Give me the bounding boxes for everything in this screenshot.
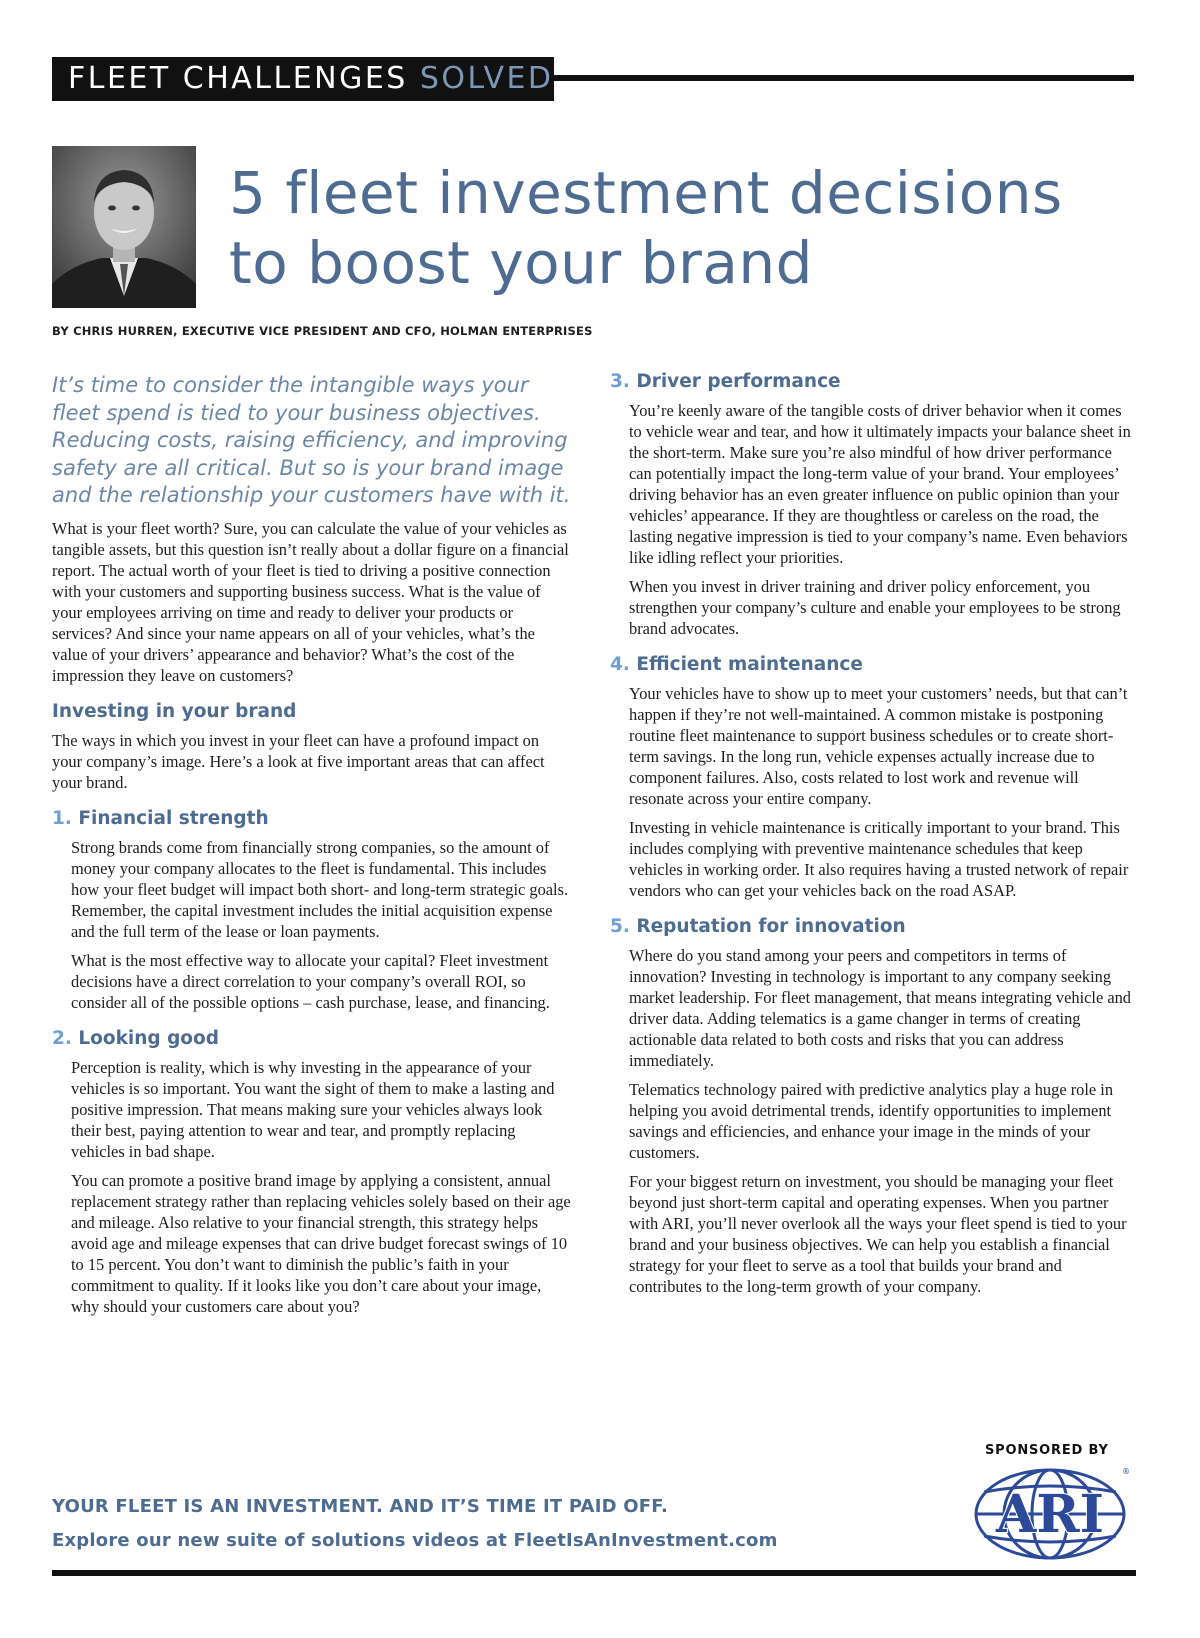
section-4-paragraph-2: Investing in vehicle maintenance is critically important to your brand. This includes complying with preventive maintenance schedules that keep vehicles in working order. It also requires having a trusted network of repair vendors who can get your vehicles back on the road ASAP. — [629, 818, 1129, 900]
section-5-paragraph-1: Where do you stand among your peers and competitors in terms of innovation? Investing in technology is important to any company seeking market leadership. For fleet management, that means integrating vehicle and driver data. Adding telematics is a game changer in terms of creating actionable data related to both costs and risks that you can address immediately. — [629, 946, 1132, 1070]
footer-tagline: YOUR FLEET IS AN INVESTMENT. AND IT’S TIME IT PAID OFF. — [52, 1496, 669, 1517]
section-heading-1 — [52, 807, 572, 831]
sponsored-by-label: SPONSORED BY — [985, 1443, 1109, 1458]
footer-rule — [52, 1570, 1136, 1576]
section-3-paragraph-1: You’re keenly aware of the tangible costs of driver behavior when it comes to vehicle wear and tear, and how it ultimately impacts your balance sheet in the short-term. Make sure you’re also mindful of how driver performance can potentially impact the long-term value of your brand. Your employees’ driving behavior has an even greater influence on public opinion than your vehicles’ appearance. If they are thoughtless or careless on the road, the lasting negative impression is tied to your company’s name. Even behaviors like idling reflect your priorities. — [629, 401, 1131, 567]
section-heading-4 — [610, 653, 1132, 677]
section-number: 3. — [610, 371, 630, 392]
footer-explore-link[interactable]: Explore our new suite of solutions videos at FleetIsAnInvestment.com — [52, 1530, 778, 1551]
title-line-1: 5 fleet investment decisions — [229, 159, 1063, 227]
section-heading-5 — [610, 915, 1132, 939]
section-5-paragraph-2: Telematics technology paired with predictive analytics play a huge role in helping you avoid detrimental trends, identify opportunities to implement savings and efficiencies, and enhance your image in the minds of your customers. — [629, 1080, 1114, 1162]
byline: BY CHRIS HURREN, EXECUTIVE VICE PRESIDENT AND CFO, HOLMAN ENTERPRISES — [52, 324, 593, 338]
section-1-paragraph-1: Strong brands come from financially strong companies, so the amount of money your company allocates to the fleet is fundamental. This includes how your fleet budget will impact both short- and long-term strategic goals. Remember, the capital investment includes the initial acquisition expense and the full term of the lease or loan payments. — [71, 837, 569, 941]
section-title: Reputation for innovation — [636, 916, 906, 937]
lead-paragraph: What is your fleet worth? Sure, you can calculate the value of your vehicles as tangible assets, but this question isn’t really about a dollar figure on a financial report. The actual worth of your fleet is tied to driving a positive connection with your customers and supporting business success. What is the value of your employees arriving on time and ready to deliver your products or services? And since your name appears on all of your vehicles, what’s the value of your drivers’ appearance and behavior? What’s the cost of the impression they leave on customers? — [52, 518, 569, 685]
section-title: Looking good — [78, 1027, 219, 1049]
page-title — [229, 158, 1179, 298]
section-4-paragraph-1: Your vehicles have to show up to meet your customers’ needs, but that can’t happen if they’re not well-maintained. A common mistake is postponing routine fleet maintenance to support business schedules or to create short-term savings. In the long run, vehicle expenses actually increase due to component failures. Also, costs related to lost work and revenue will resonate across your entire company. — [629, 684, 1128, 808]
banner-text: FLEET CHALLENGES — [68, 61, 420, 96]
section-heading-investing: Investing in your brand — [52, 700, 297, 722]
section-number: 2. — [52, 1027, 72, 1049]
section-5-paragraph-3: For your biggest return on investment, you should be managing your fleet beyond just short-term capital and operating expenses. When you partner with ARI, you’ll never overlook all the ways your fleet spend is tied to your brand and your business objectives. We can help you establish a financial strategy for your fleet to serve as a tool that builds your brand and contributes to the long-term growth of your company. — [629, 1172, 1127, 1296]
section-banner — [52, 57, 554, 101]
section-2-paragraph-2: You can promote a positive brand image by applying a consistent, annual replacement strategy rather than replacing vehicles solely based on their age and mileage. Also relative to your financial strength, this strategy helps avoid age and mileage expenses that can drive budget forecast swings of 10 to 15 percent. You don’t want to diminish the public’s faith in your commitment to quality. If it looks like you don’t care about your image, why should your customers care about you? — [71, 1170, 571, 1316]
svg-text:®: ® — [1122, 1467, 1130, 1476]
author-photo — [52, 146, 196, 308]
left-column — [52, 372, 572, 1325]
section-number: 4. — [610, 654, 630, 675]
logo-text: ARI — [996, 1484, 1104, 1545]
section-2-paragraph-1: Perception is reality, which is why investing in the appearance of your vehicles is so important. You want the sight of them to make a lasting and positive impression. That means making sure your vehicles always look their best, paying attention to wear and tear, and promptly replacing vehicles in bad shape. — [71, 1057, 555, 1161]
section-title: Efficient maintenance — [636, 654, 863, 675]
right-column — [610, 370, 1132, 1305]
banner-rule — [554, 75, 1134, 81]
section-number: 1. — [52, 807, 72, 829]
section-heading-2 — [52, 1027, 572, 1051]
section-title: Driver performance — [636, 371, 841, 392]
section-3-paragraph-2: When you invest in driver training and driver policy enforcement, you strengthen your company’s culture and enable your employees to be strong brand advocates. — [629, 577, 1121, 638]
section-title: Financial strength — [78, 807, 269, 829]
title-line-2: to boost your brand — [229, 229, 813, 297]
investing-paragraph: The ways in which you invest in your fleet can have a profound impact on your company’s image. Here’s a look at five important areas that can affect your brand. — [52, 730, 545, 792]
intro-paragraph: It’s time to consider the intangible ways your fleet spend is tied to your business objectives. Reducing costs, raising efficiency, and improving safety are all critical. But so is your brand image and the relationship your customers have with it. — [52, 373, 571, 507]
ari-logo — [970, 1464, 1130, 1564]
section-heading-3 — [610, 370, 1132, 394]
section-1-paragraph-2: What is the most effective way to allocate your capital? Fleet investment decisions have a direct correlation to your company’s overall ROI, so consider all of the possible options – cash purchase, lease, and financing. — [71, 950, 550, 1012]
banner-accent-text: SOLVED — [419, 61, 554, 96]
section-number: 5. — [610, 916, 630, 937]
